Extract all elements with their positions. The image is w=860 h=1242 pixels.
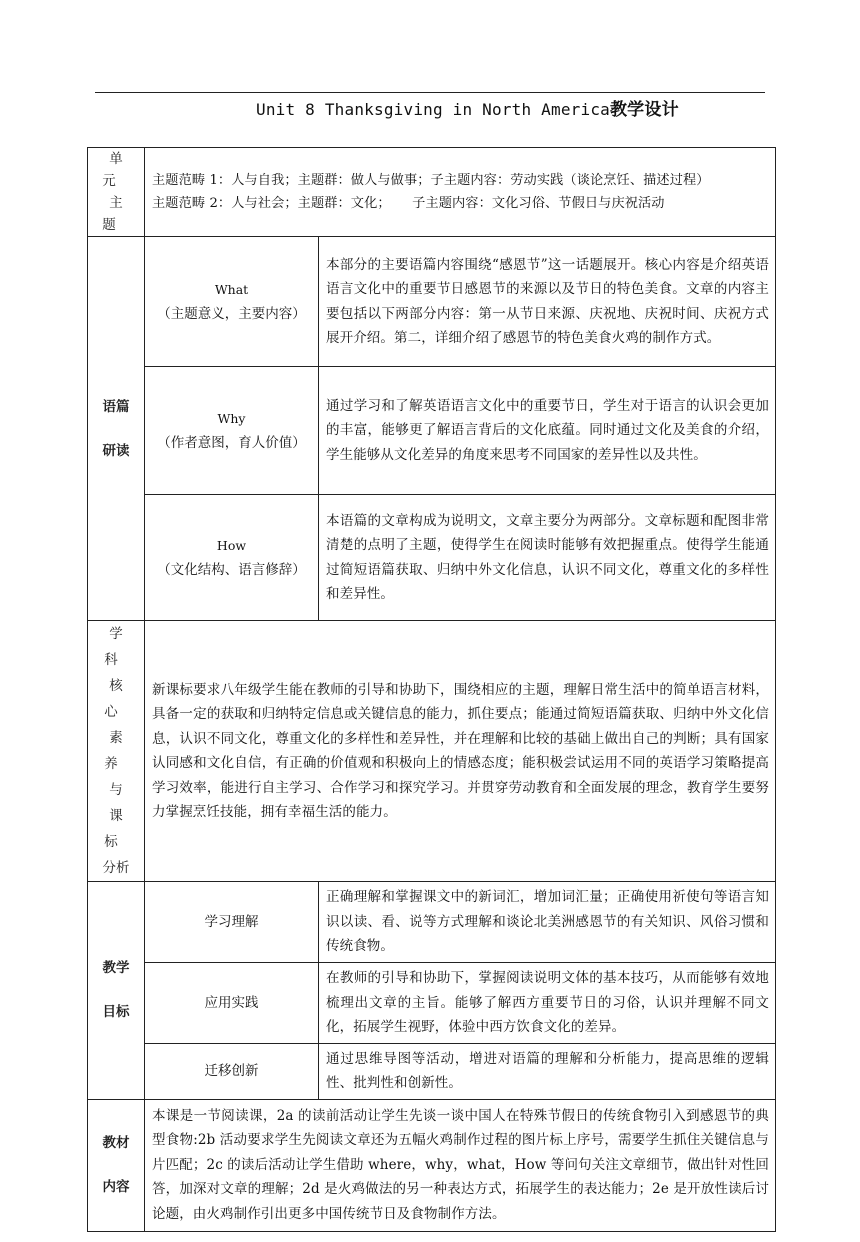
core-label-line-3: 素 养	[104, 730, 133, 772]
materials-label-line-2: 内容	[102, 1179, 130, 1195]
row-goal-understanding	[88, 882, 776, 963]
unit-theme-content	[145, 148, 776, 237]
row-goal-innovation	[88, 1043, 776, 1099]
row-text-why	[88, 367, 776, 495]
materials-content: 本课是一节阅读课，2a 的读前活动让学生先谈一谈中国人在特殊节假日的传统食物引入到感恩节的典型食物:2b 活动要求学生先阅读文章还为五幅火鸡制作过程的图片标上序号，需要学生抓住关键信息与片匹配；2c 的读后活动让学生借助 where，why，what，How 等问句关注文章细节，做出针对性回答，加深对文章的理解；2d 是火鸡做法的另一种表达方式，拓展学生的表达能力；2e 是开放性读后讨论题，由火鸡制作引出更多中国传统节日及食物制作方法。	[145, 1099, 776, 1231]
how-content: 本语篇的文章构成为说明文，文章主要分为两部分。文章标题和配图非常清楚的点明了主题，使得学生在阅读时能够有效把握重点。使得学生能通过简短语篇获取、归纳中外文化信息，认识不同文化，尊重文化的多样性和差异性。	[319, 495, 776, 621]
unit-label-line-1: 单 元	[102, 151, 137, 189]
goal-innovation-content: 通过思维导图等活动，增进对语篇的理解和分析能力，提高思维的逻辑性、批判性和创新性。	[319, 1043, 776, 1099]
goal-understanding-content: 正确理解和掌握课文中的新词汇，增加词汇量；正确使用祈使句等语言知识以读、看、说等方式理解和谈论北美洲感恩节的有关知识、风俗习惯和传统食物。	[319, 882, 776, 963]
text-study-label-line-1: 语篇	[102, 398, 130, 415]
how-label	[145, 495, 319, 621]
header-rule	[95, 92, 765, 93]
teaching-goals-label	[88, 882, 145, 1100]
core-label-line-2: 核 心	[104, 678, 133, 720]
why-label-en: Why	[217, 410, 246, 426]
core-label-line-5: 课 标	[104, 808, 133, 850]
unit-label-line-2: 主 题	[102, 195, 137, 233]
materials-label-line-1: 教材	[102, 1135, 130, 1151]
why-label	[145, 367, 319, 495]
goal-innovation-label: 迁移创新	[145, 1043, 319, 1099]
lesson-plan-table	[87, 147, 776, 1232]
why-content: 通过学习和了解英语语言文化中的重要节日，学生对于语言的认识会更加的丰富，能够更了解语言背后的文化底蕴。同时通过文化及美食的介绍，学生能够从文化差异的角度来思考不同国家的差异性以及共性。	[319, 367, 776, 495]
row-materials	[88, 1099, 776, 1231]
unit-theme-line-1: 主题范畴 1：人与自我；主题群：做人与做事；子主题内容：劳动实践（谈论烹饪、描述过程）	[152, 173, 710, 188]
unit-theme-label	[88, 148, 145, 237]
row-core-literacy	[88, 621, 776, 882]
document-title	[256, 98, 679, 122]
row-text-how	[88, 495, 776, 621]
how-label-en: How	[216, 537, 247, 553]
what-label-cn: （主题意义，主要内容）	[157, 305, 306, 322]
goal-practice-content: 在教师的引导和协助下，掌握阅读说明文体的基本技巧，从而能够有效地梳理出文章的主旨。能够了解西方重要节日的习俗，认识并理解不同文化，拓展学生视野，体验中西方饮食文化的差异。	[319, 963, 776, 1044]
core-label-line-4: 与	[109, 782, 133, 798]
row-unit-theme	[88, 148, 776, 237]
goals-label-line-1: 教学	[102, 960, 130, 977]
what-label	[145, 237, 319, 367]
why-label-cn: （作者意图，育人价值）	[157, 434, 306, 451]
goal-understanding-label: 学习理解	[145, 882, 319, 963]
core-label-line-1: 学 科	[104, 626, 133, 668]
title-english: Unit 8 Thanksgiving in North America	[256, 100, 610, 119]
row-text-what	[88, 237, 776, 367]
row-goal-practice	[88, 963, 776, 1044]
core-literacy-label	[88, 621, 145, 882]
text-study-label	[88, 237, 145, 621]
text-study-label-line-2: 研读	[102, 442, 130, 459]
materials-label	[88, 1099, 145, 1231]
title-chinese: 教学设计	[609, 100, 679, 120]
core-literacy-content: 新课标要求八年级学生能在教师的引导和协助下，围绕相应的主题，理解日常生活中的简单语言材料，具备一定的获取和归纳特定信息或关键信息的能力，抓住要点；能通过简短语篇获取、归纳中外文化信息，认识不同文化，尊重文化的多样性和差异性，并在理解和比较的基础上做出自己的判断；具有国家认同感和文化自信，有正确的价值观和积极向上的情感态度；能积极尝试运用不同的英语学习策略提高学习效率，能进行自主学习、合作学习和探究学习。并贯穿劳动教育和全面发展的理念，教育学生要努力掌握烹饪技能，拥有幸福生活的能力。	[145, 621, 776, 882]
unit-theme-line-2: 主题范畴 2：人与社会；主题群：文化； 子主题内容：文化习俗、节假日与庆祝活动	[152, 196, 665, 211]
how-label-cn: （文化结构、语言修辞）	[157, 561, 306, 578]
what-content: 本部分的主要语篇内容围绕“感恩节”这一话题展开。核心内容是介绍英语语言文化中的重要节日感恩节的来源以及节日的特色美食。文章的内容主要包括以下两部分内容：第一从节日来源、庆祝地、庆祝时间、庆祝方式展开介绍。第二，详细介绍了感恩节的特色美食火鸡的制作方式。	[319, 237, 776, 367]
core-label-line-6: 分析	[102, 860, 130, 876]
goal-practice-label: 应用实践	[145, 963, 319, 1044]
goals-label-line-2: 目标	[102, 1004, 130, 1021]
what-label-en: What	[214, 281, 249, 297]
